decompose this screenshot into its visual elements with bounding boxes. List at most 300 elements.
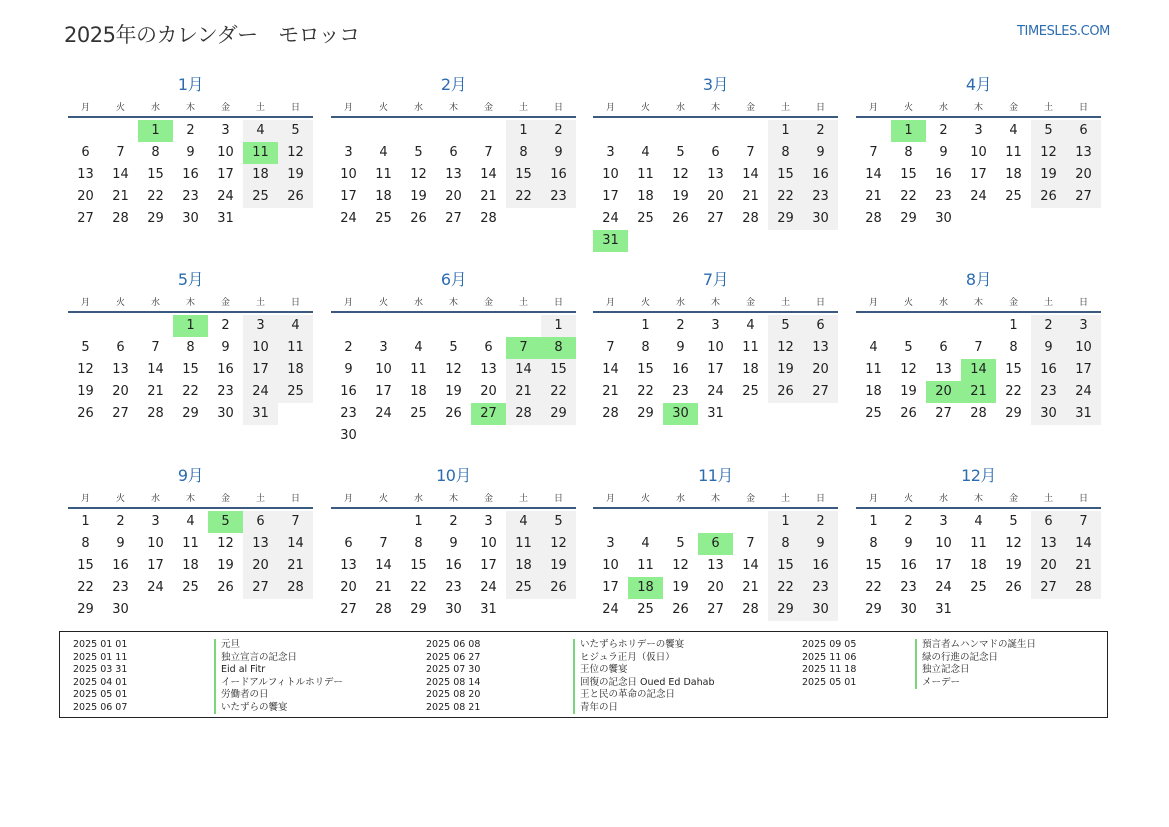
day-cell[interactable]: 11 bbox=[278, 337, 313, 359]
day-cell[interactable]: 20 bbox=[707, 580, 724, 595]
day-cell[interactable]: 6 bbox=[1031, 511, 1066, 533]
day-cell[interactable]: 3 bbox=[974, 123, 983, 138]
day-cell[interactable]: 7 bbox=[278, 511, 313, 533]
day-cell[interactable]: 18 bbox=[278, 359, 313, 381]
day-cell[interactable]: 16 bbox=[541, 164, 576, 186]
day-cell[interactable]: 3 bbox=[711, 318, 720, 333]
day-cell[interactable]: 31 bbox=[1066, 403, 1101, 425]
day-cell[interactable]: 23 bbox=[217, 384, 234, 399]
day-cell[interactable]: 28 bbox=[970, 406, 987, 421]
day-cell[interactable]: 16 bbox=[1031, 359, 1066, 381]
day-cell[interactable]: 22 bbox=[77, 580, 94, 595]
day-cell[interactable]: 21 bbox=[278, 555, 313, 577]
day-cell[interactable]: 14 bbox=[480, 167, 497, 182]
day-cell[interactable]: 8 bbox=[81, 536, 90, 551]
day-cell[interactable]: 20 bbox=[1066, 164, 1101, 186]
day-cell[interactable]: 11 bbox=[637, 167, 654, 182]
day-cell[interactable]: 31 bbox=[243, 403, 278, 425]
day-cell[interactable]: 26 bbox=[445, 406, 462, 421]
day-cell[interactable]: 25 bbox=[375, 211, 392, 226]
day-cell[interactable]: 17 bbox=[147, 558, 164, 573]
holiday-day[interactable]: 8 bbox=[541, 337, 576, 359]
day-cell[interactable]: 4 bbox=[243, 120, 278, 142]
day-cell[interactable]: 18 bbox=[410, 384, 427, 399]
day-cell[interactable]: 3 bbox=[939, 514, 948, 529]
day-cell[interactable]: 27 bbox=[1031, 577, 1066, 599]
day-cell[interactable]: 31 bbox=[935, 602, 952, 617]
day-cell[interactable]: 24 bbox=[935, 580, 952, 595]
day-cell[interactable]: 1 bbox=[768, 511, 803, 533]
day-cell[interactable]: 13 bbox=[707, 558, 724, 573]
day-cell[interactable]: 23 bbox=[803, 186, 838, 208]
day-cell[interactable]: 12 bbox=[1031, 142, 1066, 164]
day-cell[interactable]: 26 bbox=[77, 406, 94, 421]
day-cell[interactable]: 5 bbox=[1009, 514, 1018, 529]
day-cell[interactable]: 14 bbox=[602, 362, 619, 377]
day-cell[interactable]: 20 bbox=[77, 189, 94, 204]
day-cell[interactable]: 25 bbox=[637, 602, 654, 617]
day-cell[interactable]: 13 bbox=[1031, 533, 1066, 555]
day-cell[interactable]: 8 bbox=[869, 536, 878, 551]
day-cell[interactable]: 30 bbox=[445, 602, 462, 617]
day-cell[interactable]: 2 bbox=[803, 120, 838, 142]
day-cell[interactable]: 25 bbox=[243, 186, 278, 208]
day-cell[interactable]: 29 bbox=[768, 599, 803, 621]
day-cell[interactable]: 26 bbox=[768, 381, 803, 403]
brand-link[interactable]: TIMESLES.COM bbox=[1016, 24, 1110, 39]
day-cell[interactable]: 1 bbox=[641, 318, 650, 333]
day-cell[interactable]: 16 bbox=[112, 558, 129, 573]
day-cell[interactable]: 16 bbox=[803, 164, 838, 186]
day-cell[interactable]: 14 bbox=[865, 167, 882, 182]
day-cell[interactable]: 29 bbox=[182, 406, 199, 421]
day-cell[interactable]: 3 bbox=[243, 315, 278, 337]
day-cell[interactable]: 12 bbox=[672, 558, 689, 573]
day-cell[interactable]: 30 bbox=[217, 406, 234, 421]
day-cell[interactable]: 2 bbox=[221, 318, 230, 333]
day-cell[interactable]: 2 bbox=[116, 514, 125, 529]
day-cell[interactable]: 14 bbox=[1066, 533, 1101, 555]
day-cell[interactable]: 25 bbox=[865, 406, 882, 421]
day-cell[interactable]: 10 bbox=[340, 167, 357, 182]
day-cell[interactable]: 18 bbox=[375, 189, 392, 204]
day-cell[interactable]: 27 bbox=[340, 602, 357, 617]
day-cell[interactable]: 6 bbox=[484, 340, 493, 355]
day-cell[interactable]: 16 bbox=[340, 384, 357, 399]
day-cell[interactable]: 7 bbox=[869, 145, 878, 160]
day-cell[interactable]: 3 bbox=[151, 514, 160, 529]
day-cell[interactable]: 8 bbox=[414, 536, 423, 551]
day-cell[interactable]: 24 bbox=[970, 189, 987, 204]
day-cell[interactable]: 2 bbox=[344, 340, 353, 355]
day-cell[interactable]: 19 bbox=[672, 580, 689, 595]
day-cell[interactable]: 21 bbox=[112, 189, 129, 204]
day-cell[interactable]: 29 bbox=[900, 211, 917, 226]
day-cell[interactable]: 20 bbox=[112, 384, 129, 399]
day-cell[interactable]: 5 bbox=[768, 315, 803, 337]
day-cell[interactable]: 5 bbox=[81, 340, 90, 355]
day-cell[interactable]: 2 bbox=[939, 123, 948, 138]
holiday-day[interactable]: 1 bbox=[173, 315, 208, 337]
day-cell[interactable]: 13 bbox=[480, 362, 497, 377]
day-cell[interactable]: 13 bbox=[1066, 142, 1101, 164]
day-cell[interactable]: 23 bbox=[672, 384, 689, 399]
holiday-day[interactable]: 6 bbox=[698, 533, 733, 555]
day-cell[interactable]: 21 bbox=[480, 189, 497, 204]
day-cell[interactable]: 31 bbox=[480, 602, 497, 617]
day-cell[interactable]: 27 bbox=[445, 211, 462, 226]
day-cell[interactable]: 29 bbox=[410, 602, 427, 617]
day-cell[interactable]: 6 bbox=[243, 511, 278, 533]
day-cell[interactable]: 9 bbox=[939, 145, 948, 160]
day-cell[interactable]: 11 bbox=[506, 533, 541, 555]
day-cell[interactable]: 24 bbox=[707, 384, 724, 399]
day-cell[interactable]: 10 bbox=[602, 558, 619, 573]
day-cell[interactable]: 14 bbox=[278, 533, 313, 555]
day-cell[interactable]: 6 bbox=[81, 145, 90, 160]
day-cell[interactable]: 10 bbox=[970, 145, 987, 160]
day-cell[interactable]: 12 bbox=[278, 142, 313, 164]
day-cell[interactable]: 14 bbox=[742, 167, 759, 182]
day-cell[interactable]: 17 bbox=[1066, 359, 1101, 381]
day-cell[interactable]: 2 bbox=[449, 514, 458, 529]
day-cell[interactable]: 16 bbox=[672, 362, 689, 377]
day-cell[interactable]: 15 bbox=[541, 359, 576, 381]
day-cell[interactable]: 12 bbox=[217, 536, 234, 551]
holiday-day[interactable]: 11 bbox=[243, 142, 278, 164]
day-cell[interactable]: 22 bbox=[410, 580, 427, 595]
day-cell[interactable]: 23 bbox=[1031, 381, 1066, 403]
day-cell[interactable]: 7 bbox=[1066, 511, 1101, 533]
day-cell[interactable]: 20 bbox=[340, 580, 357, 595]
day-cell[interactable]: 25 bbox=[506, 577, 541, 599]
day-cell[interactable]: 13 bbox=[935, 362, 952, 377]
day-cell[interactable]: 7 bbox=[606, 340, 615, 355]
day-cell[interactable]: 5 bbox=[278, 120, 313, 142]
day-cell[interactable]: 15 bbox=[865, 558, 882, 573]
day-cell[interactable]: 15 bbox=[900, 167, 917, 182]
day-cell[interactable]: 7 bbox=[484, 145, 493, 160]
day-cell[interactable]: 26 bbox=[672, 602, 689, 617]
day-cell[interactable]: 23 bbox=[182, 189, 199, 204]
day-cell[interactable]: 25 bbox=[637, 211, 654, 226]
day-cell[interactable]: 18 bbox=[182, 558, 199, 573]
day-cell[interactable]: 20 bbox=[480, 384, 497, 399]
day-cell[interactable]: 4 bbox=[379, 145, 388, 160]
day-cell[interactable]: 21 bbox=[742, 189, 759, 204]
day-cell[interactable]: 11 bbox=[865, 362, 882, 377]
day-cell[interactable]: 29 bbox=[147, 211, 164, 226]
day-cell[interactable]: 21 bbox=[506, 381, 541, 403]
day-cell[interactable]: 25 bbox=[278, 381, 313, 403]
day-cell[interactable]: 3 bbox=[221, 123, 230, 138]
day-cell[interactable]: 13 bbox=[707, 167, 724, 182]
day-cell[interactable]: 17 bbox=[480, 558, 497, 573]
day-cell[interactable]: 17 bbox=[602, 580, 619, 595]
day-cell[interactable]: 13 bbox=[445, 167, 462, 182]
day-cell[interactable]: 10 bbox=[935, 536, 952, 551]
day-cell[interactable]: 10 bbox=[602, 167, 619, 182]
day-cell[interactable]: 14 bbox=[147, 362, 164, 377]
day-cell[interactable]: 15 bbox=[768, 555, 803, 577]
day-cell[interactable]: 18 bbox=[970, 558, 987, 573]
day-cell[interactable]: 5 bbox=[904, 340, 913, 355]
day-cell[interactable]: 25 bbox=[742, 384, 759, 399]
day-cell[interactable]: 22 bbox=[637, 384, 654, 399]
day-cell[interactable]: 7 bbox=[379, 536, 388, 551]
day-cell[interactable]: 11 bbox=[375, 167, 392, 182]
day-cell[interactable]: 28 bbox=[375, 602, 392, 617]
day-cell[interactable]: 22 bbox=[506, 186, 541, 208]
day-cell[interactable]: 23 bbox=[541, 186, 576, 208]
day-cell[interactable]: 8 bbox=[641, 340, 650, 355]
holiday-day[interactable]: 5 bbox=[208, 511, 243, 533]
day-cell[interactable]: 19 bbox=[410, 189, 427, 204]
day-cell[interactable]: 13 bbox=[243, 533, 278, 555]
day-cell[interactable]: 16 bbox=[445, 558, 462, 573]
day-cell[interactable]: 30 bbox=[935, 211, 952, 226]
day-cell[interactable]: 8 bbox=[151, 145, 160, 160]
day-cell[interactable]: 19 bbox=[541, 555, 576, 577]
day-cell[interactable]: 27 bbox=[1066, 186, 1101, 208]
day-cell[interactable]: 20 bbox=[707, 189, 724, 204]
day-cell[interactable]: 25 bbox=[970, 580, 987, 595]
day-cell[interactable]: 12 bbox=[77, 362, 94, 377]
day-cell[interactable]: 9 bbox=[541, 142, 576, 164]
day-cell[interactable]: 14 bbox=[742, 558, 759, 573]
day-cell[interactable]: 4 bbox=[974, 514, 983, 529]
day-cell[interactable]: 8 bbox=[768, 533, 803, 555]
holiday-day[interactable]: 31 bbox=[593, 230, 628, 252]
day-cell[interactable]: 24 bbox=[243, 381, 278, 403]
holiday-day[interactable]: 1 bbox=[891, 120, 926, 142]
day-cell[interactable]: 16 bbox=[935, 167, 952, 182]
day-cell[interactable]: 18 bbox=[742, 362, 759, 377]
day-cell[interactable]: 26 bbox=[1031, 186, 1066, 208]
day-cell[interactable]: 11 bbox=[410, 362, 427, 377]
day-cell[interactable]: 10 bbox=[147, 536, 164, 551]
day-cell[interactable]: 28 bbox=[480, 211, 497, 226]
holiday-day[interactable]: 30 bbox=[663, 403, 698, 425]
day-cell[interactable]: 26 bbox=[278, 186, 313, 208]
day-cell[interactable]: 26 bbox=[541, 577, 576, 599]
day-cell[interactable]: 24 bbox=[217, 189, 234, 204]
day-cell[interactable]: 12 bbox=[768, 337, 803, 359]
day-cell[interactable]: 9 bbox=[803, 533, 838, 555]
day-cell[interactable]: 15 bbox=[147, 167, 164, 182]
day-cell[interactable]: 4 bbox=[414, 340, 423, 355]
day-cell[interactable]: 23 bbox=[803, 577, 838, 599]
day-cell[interactable]: 27 bbox=[935, 406, 952, 421]
day-cell[interactable]: 17 bbox=[602, 189, 619, 204]
day-cell[interactable]: 8 bbox=[186, 340, 195, 355]
day-cell[interactable]: 28 bbox=[1066, 577, 1101, 599]
day-cell[interactable]: 4 bbox=[1009, 123, 1018, 138]
day-cell[interactable]: 28 bbox=[147, 406, 164, 421]
day-cell[interactable]: 15 bbox=[77, 558, 94, 573]
day-cell[interactable]: 30 bbox=[340, 428, 357, 443]
day-cell[interactable]: 12 bbox=[900, 362, 917, 377]
day-cell[interactable]: 10 bbox=[480, 536, 497, 551]
day-cell[interactable]: 22 bbox=[541, 381, 576, 403]
day-cell[interactable]: 23 bbox=[900, 580, 917, 595]
day-cell[interactable]: 2 bbox=[186, 123, 195, 138]
day-cell[interactable]: 28 bbox=[278, 577, 313, 599]
day-cell[interactable]: 24 bbox=[147, 580, 164, 595]
day-cell[interactable]: 21 bbox=[147, 384, 164, 399]
day-cell[interactable]: 29 bbox=[541, 403, 576, 425]
day-cell[interactable]: 26 bbox=[217, 580, 234, 595]
day-cell[interactable]: 19 bbox=[445, 384, 462, 399]
day-cell[interactable]: 2 bbox=[803, 511, 838, 533]
day-cell[interactable]: 21 bbox=[375, 580, 392, 595]
day-cell[interactable]: 18 bbox=[1005, 167, 1022, 182]
day-cell[interactable]: 22 bbox=[865, 580, 882, 595]
day-cell[interactable]: 6 bbox=[803, 315, 838, 337]
day-cell[interactable]: 17 bbox=[375, 384, 392, 399]
day-cell[interactable]: 1 bbox=[414, 514, 423, 529]
day-cell[interactable]: 29 bbox=[768, 208, 803, 230]
holiday-day[interactable]: 21 bbox=[961, 381, 996, 403]
day-cell[interactable]: 17 bbox=[340, 189, 357, 204]
day-cell[interactable]: 23 bbox=[935, 189, 952, 204]
day-cell[interactable]: 21 bbox=[1066, 555, 1101, 577]
day-cell[interactable]: 13 bbox=[340, 558, 357, 573]
day-cell[interactable]: 30 bbox=[900, 602, 917, 617]
day-cell[interactable]: 30 bbox=[1031, 403, 1066, 425]
day-cell[interactable]: 7 bbox=[974, 340, 983, 355]
day-cell[interactable]: 11 bbox=[182, 536, 199, 551]
day-cell[interactable]: 6 bbox=[711, 145, 720, 160]
day-cell[interactable]: 8 bbox=[768, 142, 803, 164]
day-cell[interactable]: 31 bbox=[217, 211, 234, 226]
day-cell[interactable]: 12 bbox=[445, 362, 462, 377]
day-cell[interactable]: 9 bbox=[1031, 337, 1066, 359]
day-cell[interactable]: 10 bbox=[707, 340, 724, 355]
day-cell[interactable]: 4 bbox=[641, 536, 650, 551]
day-cell[interactable]: 20 bbox=[445, 189, 462, 204]
day-cell[interactable]: 1 bbox=[869, 514, 878, 529]
day-cell[interactable]: 28 bbox=[865, 211, 882, 226]
day-cell[interactable]: 19 bbox=[77, 384, 94, 399]
day-cell[interactable]: 2 bbox=[676, 318, 685, 333]
day-cell[interactable]: 26 bbox=[1005, 580, 1022, 595]
day-cell[interactable]: 5 bbox=[1031, 120, 1066, 142]
day-cell[interactable]: 28 bbox=[602, 406, 619, 421]
day-cell[interactable]: 4 bbox=[278, 315, 313, 337]
day-cell[interactable]: 19 bbox=[900, 384, 917, 399]
day-cell[interactable]: 14 bbox=[375, 558, 392, 573]
day-cell[interactable]: 9 bbox=[344, 362, 353, 377]
holiday-day[interactable]: 27 bbox=[471, 403, 506, 425]
day-cell[interactable]: 4 bbox=[746, 318, 755, 333]
day-cell[interactable]: 22 bbox=[900, 189, 917, 204]
day-cell[interactable]: 23 bbox=[445, 580, 462, 595]
day-cell[interactable]: 11 bbox=[970, 536, 987, 551]
day-cell[interactable]: 16 bbox=[803, 555, 838, 577]
day-cell[interactable]: 2 bbox=[904, 514, 913, 529]
day-cell[interactable]: 11 bbox=[637, 558, 654, 573]
day-cell[interactable]: 20 bbox=[243, 555, 278, 577]
day-cell[interactable]: 7 bbox=[151, 340, 160, 355]
day-cell[interactable]: 3 bbox=[1066, 315, 1101, 337]
day-cell[interactable]: 14 bbox=[112, 167, 129, 182]
day-cell[interactable]: 1 bbox=[81, 514, 90, 529]
holiday-day[interactable]: 18 bbox=[628, 577, 663, 599]
day-cell[interactable]: 17 bbox=[243, 359, 278, 381]
day-cell[interactable]: 13 bbox=[77, 167, 94, 182]
day-cell[interactable]: 9 bbox=[676, 340, 685, 355]
day-cell[interactable]: 4 bbox=[186, 514, 195, 529]
day-cell[interactable]: 25 bbox=[410, 406, 427, 421]
day-cell[interactable]: 9 bbox=[803, 142, 838, 164]
day-cell[interactable]: 10 bbox=[1066, 337, 1101, 359]
day-cell[interactable]: 15 bbox=[506, 164, 541, 186]
day-cell[interactable]: 29 bbox=[1005, 406, 1022, 421]
day-cell[interactable]: 1 bbox=[1009, 318, 1018, 333]
day-cell[interactable]: 29 bbox=[77, 602, 94, 617]
day-cell[interactable]: 4 bbox=[506, 511, 541, 533]
day-cell[interactable]: 6 bbox=[344, 536, 353, 551]
day-cell[interactable]: 27 bbox=[707, 211, 724, 226]
day-cell[interactable]: 5 bbox=[541, 511, 576, 533]
day-cell[interactable]: 9 bbox=[449, 536, 458, 551]
day-cell[interactable]: 28 bbox=[506, 403, 541, 425]
day-cell[interactable]: 6 bbox=[116, 340, 125, 355]
day-cell[interactable]: 16 bbox=[900, 558, 917, 573]
day-cell[interactable]: 4 bbox=[641, 145, 650, 160]
day-cell[interactable]: 15 bbox=[410, 558, 427, 573]
day-cell[interactable]: 3 bbox=[379, 340, 388, 355]
day-cell[interactable]: 3 bbox=[344, 145, 353, 160]
day-cell[interactable]: 9 bbox=[186, 145, 195, 160]
day-cell[interactable]: 12 bbox=[410, 167, 427, 182]
day-cell[interactable]: 8 bbox=[506, 142, 541, 164]
day-cell[interactable]: 23 bbox=[340, 406, 357, 421]
day-cell[interactable]: 25 bbox=[1005, 189, 1022, 204]
day-cell[interactable]: 16 bbox=[217, 362, 234, 377]
day-cell[interactable]: 30 bbox=[803, 208, 838, 230]
day-cell[interactable]: 1 bbox=[541, 315, 576, 337]
day-cell[interactable]: 10 bbox=[243, 337, 278, 359]
day-cell[interactable]: 5 bbox=[414, 145, 423, 160]
day-cell[interactable]: 27 bbox=[243, 577, 278, 599]
day-cell[interactable]: 8 bbox=[1009, 340, 1018, 355]
day-cell[interactable]: 26 bbox=[410, 211, 427, 226]
day-cell[interactable]: 29 bbox=[865, 602, 882, 617]
day-cell[interactable]: 25 bbox=[182, 580, 199, 595]
day-cell[interactable]: 14 bbox=[506, 359, 541, 381]
day-cell[interactable]: 19 bbox=[217, 558, 234, 573]
day-cell[interactable]: 1 bbox=[506, 120, 541, 142]
day-cell[interactable]: 22 bbox=[768, 186, 803, 208]
day-cell[interactable]: 18 bbox=[637, 189, 654, 204]
day-cell[interactable]: 10 bbox=[217, 145, 234, 160]
day-cell[interactable]: 13 bbox=[112, 362, 129, 377]
day-cell[interactable]: 18 bbox=[506, 555, 541, 577]
day-cell[interactable]: 11 bbox=[1005, 145, 1022, 160]
day-cell[interactable]: 29 bbox=[637, 406, 654, 421]
day-cell[interactable]: 17 bbox=[707, 362, 724, 377]
day-cell[interactable]: 15 bbox=[768, 164, 803, 186]
day-cell[interactable]: 28 bbox=[742, 211, 759, 226]
holiday-day[interactable]: 14 bbox=[961, 359, 996, 381]
day-cell[interactable]: 6 bbox=[1066, 120, 1101, 142]
day-cell[interactable]: 24 bbox=[1066, 381, 1101, 403]
day-cell[interactable]: 19 bbox=[672, 189, 689, 204]
day-cell[interactable]: 16 bbox=[182, 167, 199, 182]
day-cell[interactable]: 22 bbox=[147, 189, 164, 204]
